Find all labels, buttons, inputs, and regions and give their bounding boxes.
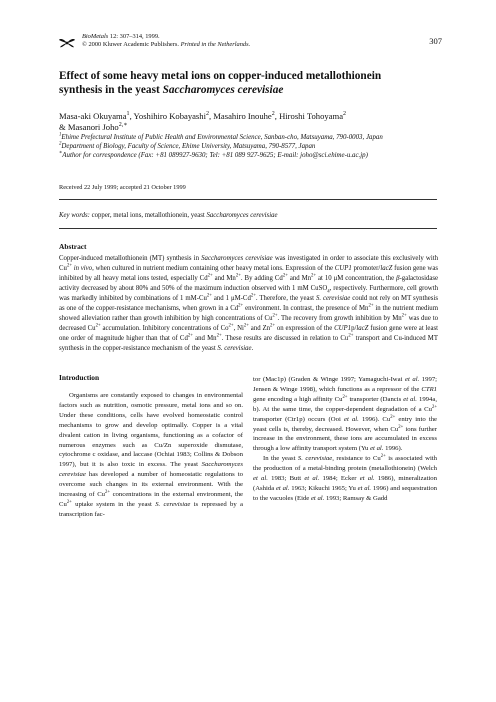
journal-pages: 307–314, 1999.: [119, 33, 160, 40]
author-name: Masanori Joho: [67, 122, 119, 133]
journal-volume: 12:: [109, 33, 119, 40]
paragraph: tor (Mac1p) (Graden & Winge 1997; Yamaguchi-Iwai et al. 1997; Jensen & Winge 1998), which functions as a repressor of the CTR1 gene encoding a high affinity $Cu^{2+}$ transporter (Dancis et al. 1994a, b). At the same time, the copper-dependent degradation of a $Cu^{2+}$ transporter (Ctr1p) occurs (Ooi et al. 1996). $Cu^{2+}$ entry into the yeast cells is, thereby, decreased. However, when $Cu^{2+}$ ions further increase in the environment, these ions are accumulated in excess through a low affinity transport system (Yu et al. 1996).: [253, 376, 438, 453]
journal-name: BioMetals: [82, 33, 109, 40]
intro-column-2: [253, 375, 437, 504]
author-name: Masa-aki Okuyama: [59, 111, 127, 121]
introduction-heading: Introduction: [59, 373, 100, 382]
author-name: Hiroshi Tohoyama: [279, 111, 344, 121]
received-dates: Received 22 July 1999; accepted 21 October 1999: [59, 184, 186, 191]
author-list: Masa-aki Okuyama$^1$, Yoshihiro Kobayashi$^2$, Masahiro Inouhe$^2$, Hiroshi Tohoyama$^2$ & Masanori Joho$^{2,∗}$: [59, 111, 347, 133]
paragraph: In the yeast S. cerevisiae, resistance to $Cu^{2+}$ is associated with the production of a metal-binding protein (metallothionein) (Welch et al. 1983; Butt et al. 1984; Ecker et al. 1986), mineralization (Ashida et al. 1963; Kikuchi 1965; Yu et al. 1996) and sequestration to the vacuoles (Eide et al. 1993; Ramsay & Gadd: [253, 454, 438, 502]
affiliation-1: $^1$Ehime Prefectural Institute of Public Health and Environmental Science, Sanban-cho, Matsuyama, 790-0003, Japan: [59, 132, 383, 141]
affiliations: [59, 134, 449, 160]
intro-column-1: [59, 391, 243, 520]
publisher-logo-icon: [59, 36, 75, 50]
divider: [59, 228, 437, 229]
journal-citation: [82, 33, 250, 49]
page-number: 307: [429, 36, 442, 46]
keywords: Key words: copper, metal ions, metallothionein, yeast Saccharomyces cerevisiae: [59, 212, 278, 219]
affiliation-2: $^2$Department of Biology, Faculty of Science, Ehime University, Matsuyama, 790-8577, Japan: [59, 141, 316, 150]
correspondence: ∗Author for correspondence (Fax: +81 089927-9630; Tel: +81 089 927-9625; E-mail: joho@sci.ehime-u.ac.jp): [59, 150, 368, 159]
divider: [59, 199, 437, 200]
abstract-heading: Abstract: [59, 242, 87, 251]
author-name: Masahiro Inouhe: [213, 111, 272, 121]
keywords-label: Key words:: [59, 212, 90, 219]
title-line-1: Effect of some heavy metal ions on copper-induced metallothionein: [59, 70, 382, 82]
title-line-2: synthesis in the yeast Saccharomyces cerevisiae: [59, 84, 284, 96]
author-name: Yoshihiro Kobayashi: [133, 111, 206, 121]
copyright: © 2000 Kluwer Academic Publishers.: [82, 41, 179, 49]
paragraph: Organisms are constantly exposed to changes in environmental factors such as nutrition, osmotic pressure, metal ions and so on. Under these conditions, cells have evolved homeostatic control mechanisms to grow and develop optimally. Copper is a vital divalent cation in living organisms, functioning as a cofactor of numerous enzymes such as Cu/Zn superoxide dismutase, cytochrome c oxidase, and laccase (Ochiai 1983; Collins & Dobson 1997), but it is also toxic in excess. The yeast Saccharomyces cerevisiae has developed a number of homeostatic regulations to overcome such changes in its external environment. With the increasing of $Cu^{2+}$ concentrations in the external environment, the $Cu^{2+}$ uptake system in the yeast S. cerevisiae is repressed by a transcription fac-: [59, 392, 244, 518]
paper-title: [59, 69, 449, 97]
abstract-body: Copper-induced metallothionein (MT) synthesis in Saccharomyces cerevisiae was investigated in order to associate this exclusively with $Cu^{2+}$ in vivo, when cultured in nutrient medium containing other heavy metal ions. Expression of the CUP1 promoter/lacZ fusion gene was inhibited by all heavy metal ions tested, especially $Cd^{2+}$ and $Mn^{2+}$. By adding $Cd^{2+}$ and $Mn^{2+}$ at 10 μM concentration, the β-galactosidase activity decreased by about 80% and 50% of the maximum induction observed with 1 mM CuSO$_4$, respectively. Furthermore, cell growth was markedly inhibited by combinations of 1 $mM-Cu^{2+}$ and 1 $\mu M-Cd^{2+}$. Therefore, the yeast S. cerevisiae could not rely on MT synthesis as one of the copper-resistance mechanisms, when grown in a $Cd^{2+}$ environment. In contrast, the presence of $Mn^{2+}$ in the nutrient medium showed alleviation rather than growth inhibition by high concentrations of $Cu^{2+}$. The recovery from growth inhibition by $Mn^{2+}$ was due to decreased $Cu^{2+}$ accumulation. Inhibitory concentrations of $Co^{2+}$, $Ni^{2+}$ and $Zn^{2+}$ on expression of the CUP1p/lacZ fusion gene were at least one order of magnitude higher than that of $Cd^{2+}$ and $Mn^{2+}$. These results are discussed in relation to $Cu^{2+}$ transport and Cu-induced MT synthesis in the copper-resistance mechanism of the yeast S. cerevisiae.: [59, 255, 439, 353]
printed-note: Printed in the Netherlands.: [180, 41, 251, 49]
